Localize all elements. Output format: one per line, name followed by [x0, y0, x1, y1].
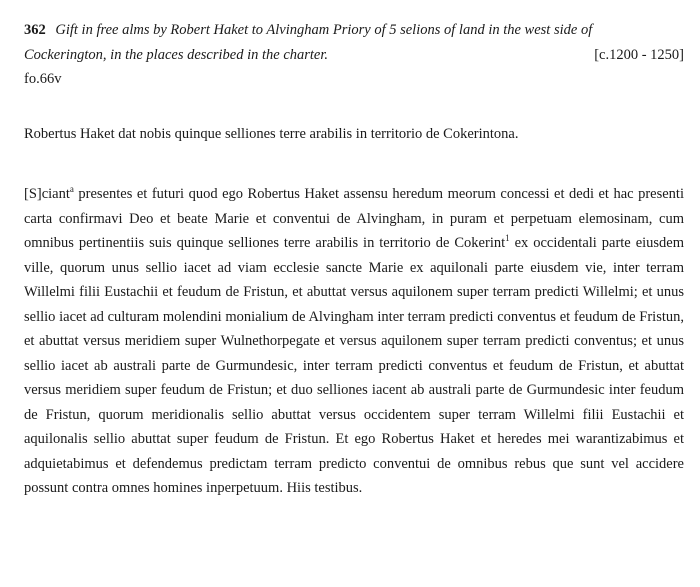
- charter-text: [24, 182, 684, 501]
- charter-heading: [24, 18, 684, 68]
- charter-text-part-2: presentes et futuri quod ego Robertus Haket assensu heredum meorum concessi et dedi et hac presenti carta confirmavi Deo et beate Marie et conventui de Alvingham, in puram et perpetuam elemosinam, cum omnibus pertinentiis suis quinque selliones terre arabilis in territorio de Cokerint: [24, 186, 684, 251]
- charter-number: 362: [24, 22, 46, 38]
- charter-description: Gift in free alms by Robert Haket to Alvingham Priory of 5 selions of land in the west side of Cockerington, in the places described in the charter.: [24, 22, 593, 63]
- charter-text-part-1: [S]ciant: [24, 186, 70, 202]
- footnote-marker-1: 1: [505, 233, 510, 243]
- charter-rubric: Robertus Haket dat nobis quinque selliones terre arabilis in territorio de Cokerintona.: [24, 126, 519, 142]
- charter-text-part-3: ex occidentali parte eiusdem ville, quorum unus sellio iacet ad viam ecclesie sancte Marie ex aquilonali parte eiusdem vie, inter terram Willelmi filii Eustachii et feudum de Fristun, et abuttat versus aquilonem super terram predicti Willelmi; et unus sellio iacet ad culturam molendini monialium de Alvingham inter terram predicti conventus et feudum de Fristun, et abuttat versus meridiem super Wulnethorpegate et versus aquilonem super terram predicti conventus; et unus sellio iacet ab australi parte de Gurmundesic, inter terram predicti conventus et feudum de Fristun, et abuttat versus meridiem super feudum de Fristun; et duo selliones iacent ab australi parte de Gurmundesic inter feudum de Fristun, quorum meridionalis sellio abuttat versus occidentem super terram Willelmi filii Eustachii et aquilonalis sellio abuttat super feudum de Fristun. Et ego Robertus Haket et heredes mei warantizabimus et adquietabimus et defendemus predictam terram predicto conventui de omnibus rebus que sunt vel accidere possunt contra omnes homines inperpetuum. Hiis testibus.: [24, 235, 685, 496]
- footnote-marker-a: a: [69, 184, 74, 194]
- charter-date: [c.1200 - 1250]: [594, 47, 684, 63]
- folio-reference: fo.66v: [24, 71, 62, 87]
